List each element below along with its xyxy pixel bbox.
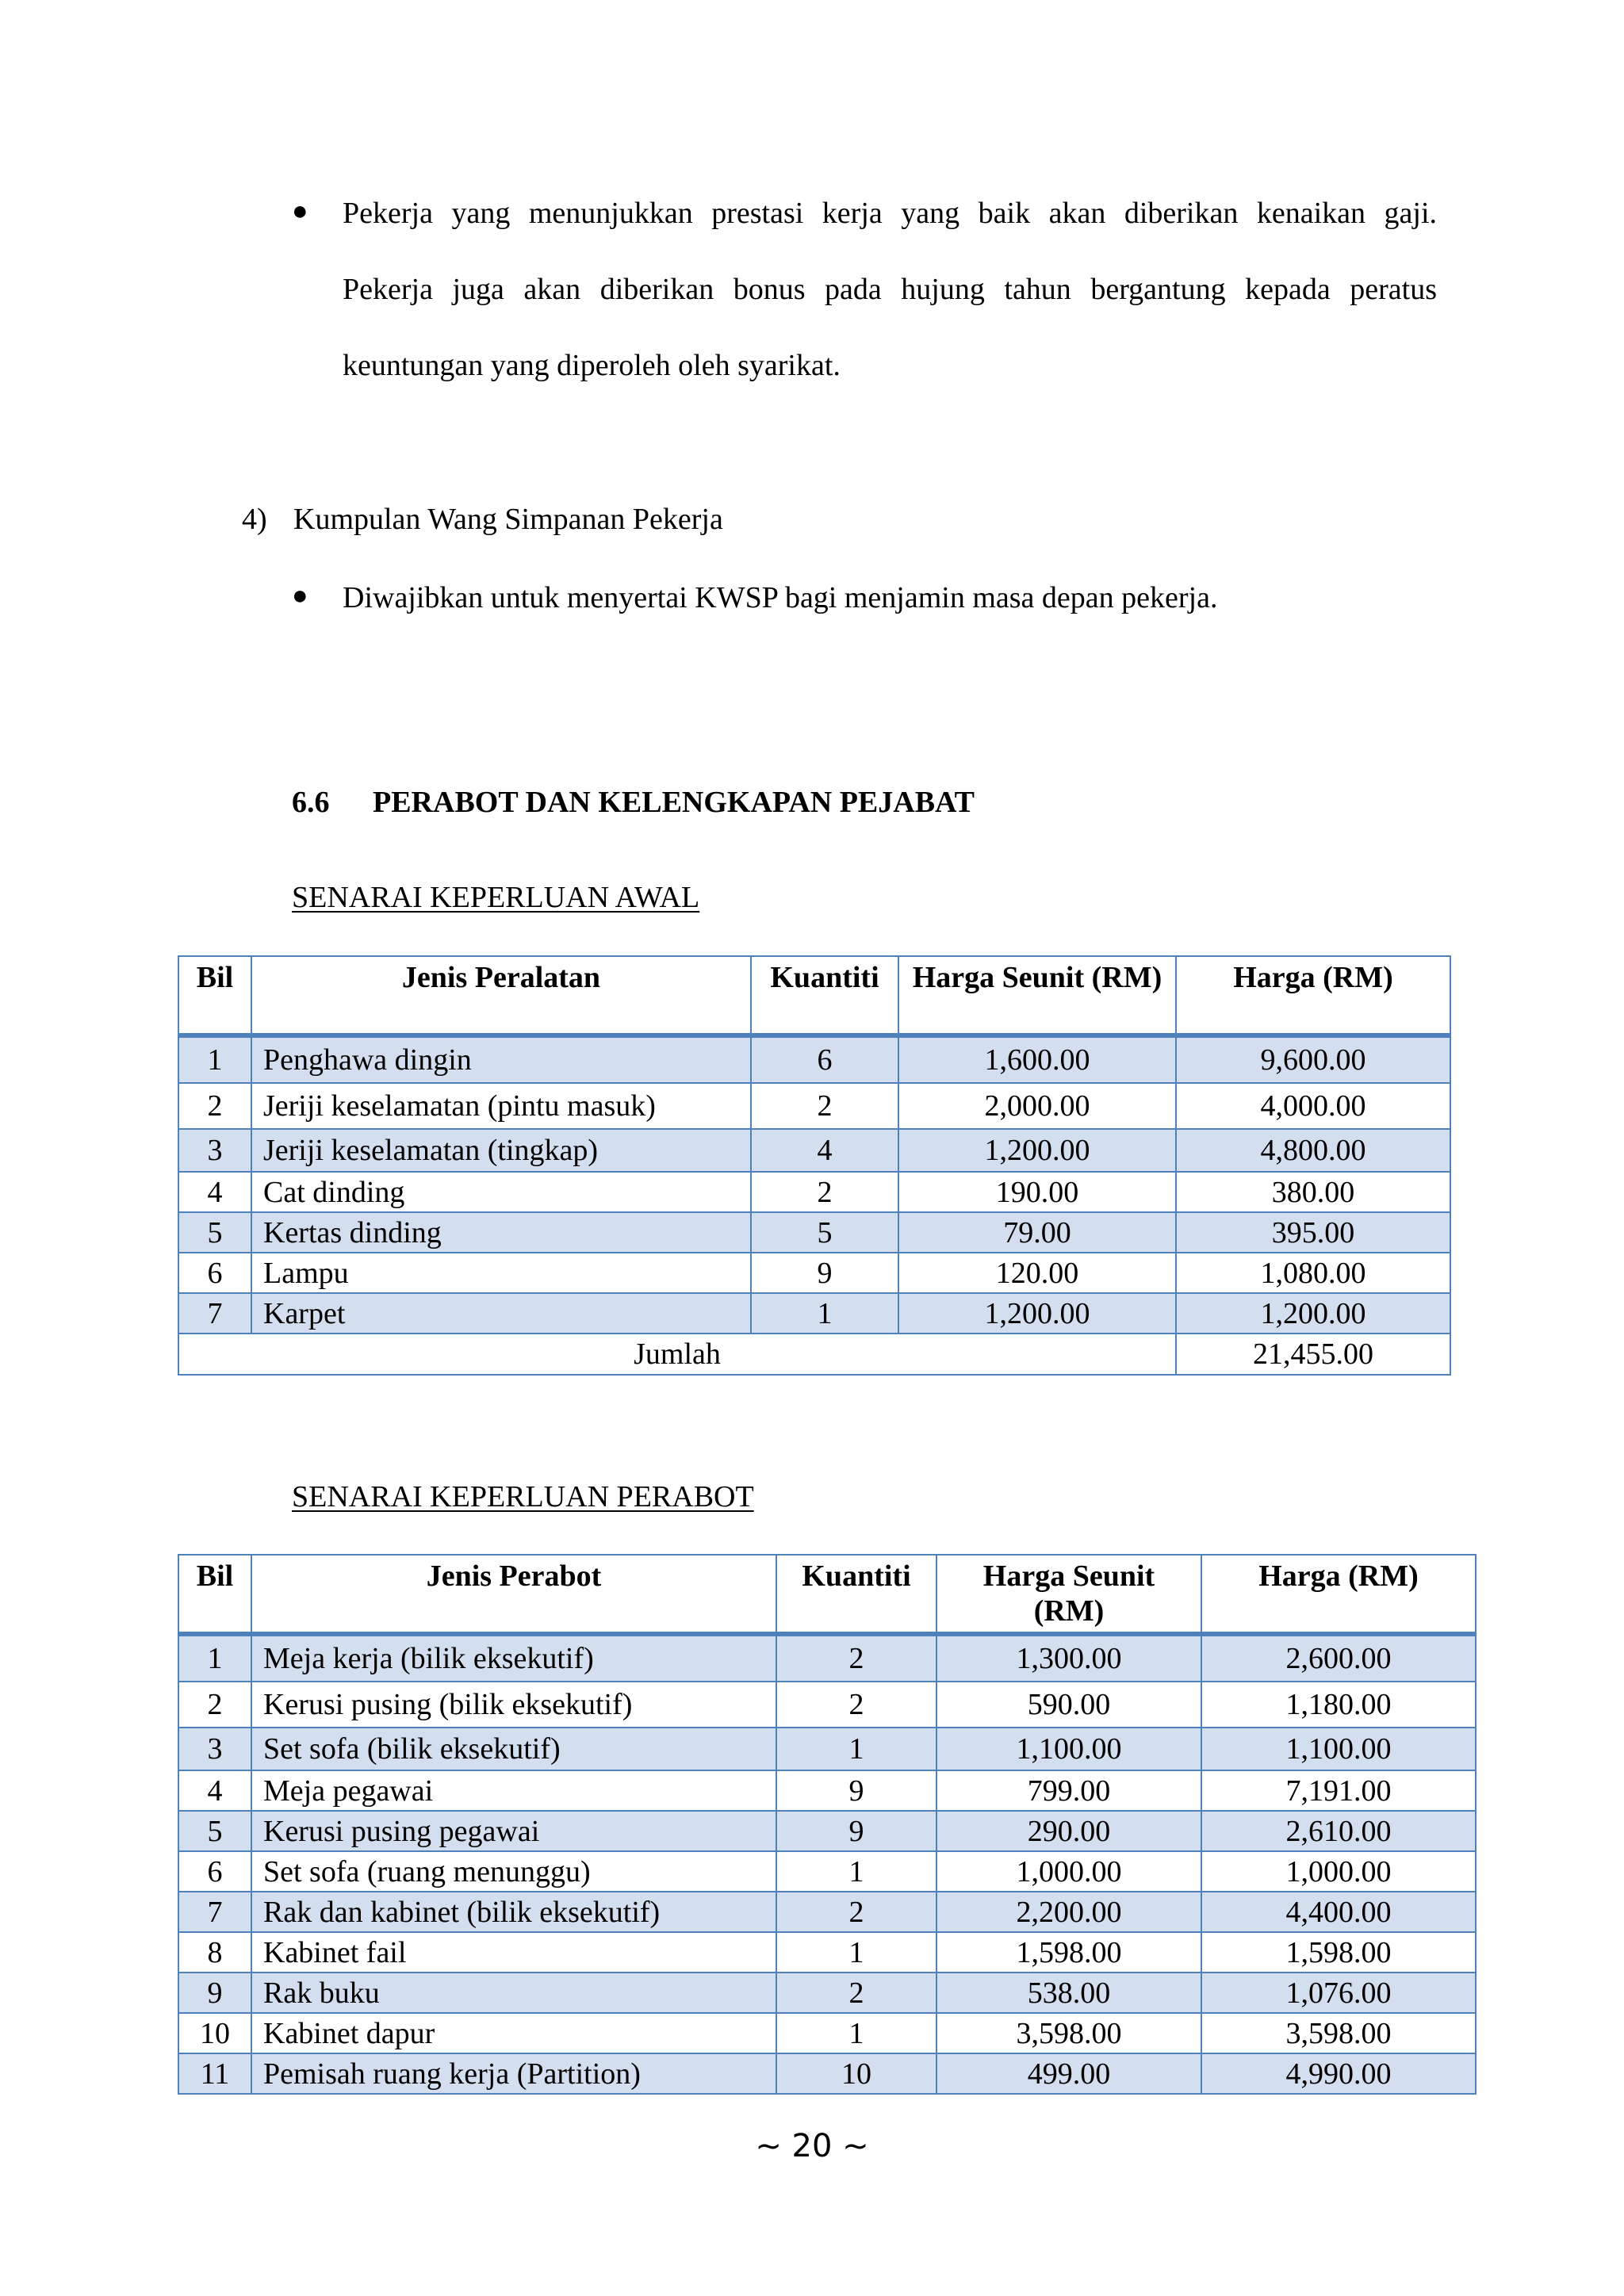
cell-price: 1,080.00 [1176, 1253, 1450, 1293]
cell-qty: 2 [751, 1172, 898, 1212]
header-harga-seunit: Harga Seunit (RM) [936, 1555, 1201, 1634]
table-row [178, 1212, 1450, 1253]
table-row [178, 1172, 1450, 1212]
cell-unit-price: 1,000.00 [936, 1851, 1201, 1892]
cell-qty: 1 [776, 2013, 936, 2053]
cell-item: Kabinet dapur [251, 2013, 776, 2053]
cell-item: Rak buku [251, 1973, 776, 2013]
cell-price: 7,191.00 [1201, 1770, 1476, 1811]
cell-unit-price: 1,200.00 [898, 1293, 1176, 1334]
cell-unit-price: 120.00 [898, 1253, 1176, 1293]
cell-unit-price: 2,000.00 [898, 1083, 1176, 1129]
cell-qty: 1 [751, 1293, 898, 1334]
cell-qty: 5 [751, 1212, 898, 1253]
cell-bil: 11 [178, 2053, 251, 2094]
cell-bil: 1 [178, 1035, 251, 1083]
cell-bil: 2 [178, 1682, 251, 1728]
cell-unit-price: 1,300.00 [936, 1634, 1201, 1682]
cell-bil: 5 [178, 1212, 251, 1253]
cell-qty: 2 [776, 1892, 936, 1932]
table-row [178, 1932, 1476, 1973]
cell-unit-price: 1,100.00 [936, 1728, 1201, 1770]
cell-bil: 3 [178, 1129, 251, 1172]
header-harga: Harga (RM) [1201, 1555, 1476, 1634]
cell-bil: 10 [178, 2013, 251, 2053]
total-value: 21,455.00 [1176, 1334, 1450, 1375]
cell-item: Penghawa dingin [251, 1035, 751, 1083]
section-title: PERABOT DAN KELENGKAPAN PEJABAT [373, 786, 975, 819]
cell-qty: 9 [776, 1811, 936, 1851]
cell-price: 4,800.00 [1176, 1129, 1450, 1172]
page-number: ~ 20 ~ [755, 2128, 869, 2164]
bullet-line-1: Pekerja yang menunjukkan prestasi kerja yang baik akan diberikan kenaikan gaji. [343, 197, 1437, 230]
cell-qty: 4 [751, 1129, 898, 1172]
table-row [178, 2013, 1476, 2053]
table-row [178, 1083, 1450, 1129]
cell-item: Rak dan kabinet (bilik eksekutif) [251, 1892, 776, 1932]
cell-unit-price: 79.00 [898, 1212, 1176, 1253]
table-header-row [178, 956, 1450, 1035]
cell-bil: 7 [178, 1892, 251, 1932]
cell-price: 9,600.00 [1176, 1035, 1450, 1083]
table-row [178, 1035, 1450, 1083]
cell-qty: 10 [776, 2053, 936, 2094]
table1-caption: SENARAI KEPERLUAN AWAL [292, 881, 700, 914]
header-harga: Harga (RM) [1176, 956, 1450, 1035]
table-row [178, 1770, 1476, 1811]
cell-qty: 1 [776, 1728, 936, 1770]
cell-unit-price: 590.00 [936, 1682, 1201, 1728]
cell-price: 4,000.00 [1176, 1083, 1450, 1129]
table-row [178, 1728, 1476, 1770]
list-number-4: 4) [242, 503, 267, 536]
cell-bil: 8 [178, 1932, 251, 1973]
table-total-row [178, 1334, 1450, 1375]
equipment-table [178, 955, 1451, 1376]
cell-price: 1,598.00 [1201, 1932, 1476, 1973]
cell-price: 1,180.00 [1201, 1682, 1476, 1728]
cell-qty: 9 [776, 1770, 936, 1811]
header-kuantiti: Kuantiti [751, 956, 898, 1035]
cell-item: Set sofa (bilik eksekutif) [251, 1728, 776, 1770]
header-bil: Bil [178, 956, 251, 1035]
cell-unit-price: 799.00 [936, 1770, 1201, 1811]
header-kuantiti: Kuantiti [776, 1555, 936, 1634]
cell-unit-price: 2,200.00 [936, 1892, 1201, 1932]
cell-price: 3,598.00 [1201, 2013, 1476, 2053]
cell-price: 1,076.00 [1201, 1973, 1476, 2013]
cell-item: Kabinet fail [251, 1932, 776, 1973]
section-number: 6.6 [292, 786, 330, 819]
cell-price: 1,000.00 [1201, 1851, 1476, 1892]
cell-bil: 4 [178, 1172, 251, 1212]
cell-price: 4,990.00 [1201, 2053, 1476, 2094]
cell-item: Meja pegawai [251, 1770, 776, 1811]
list-item-title: Kumpulan Wang Simpanan Pekerja [293, 503, 723, 536]
cell-qty: 1 [776, 1851, 936, 1892]
cell-bil: 5 [178, 1811, 251, 1851]
cell-unit-price: 1,600.00 [898, 1035, 1176, 1083]
cell-item: Kertas dinding [251, 1212, 751, 1253]
cell-qty: 2 [776, 1682, 936, 1728]
cell-bil: 3 [178, 1728, 251, 1770]
table-row [178, 1129, 1450, 1172]
cell-qty: 9 [751, 1253, 898, 1293]
furniture-table [178, 1554, 1477, 2095]
cell-item: Cat dinding [251, 1172, 751, 1212]
cell-item: Jeriji keselamatan (tingkap) [251, 1129, 751, 1172]
cell-qty: 2 [776, 1634, 936, 1682]
bullet-paragraph [343, 194, 1437, 232]
cell-unit-price: 538.00 [936, 1973, 1201, 2013]
table-row [178, 1973, 1476, 2013]
cell-bil: 7 [178, 1293, 251, 1334]
kwsp-bullet-text: Diwajibkan untuk menyertai KWSP bagi menjamin masa depan pekerja. [343, 581, 1218, 614]
cell-bil: 4 [178, 1770, 251, 1811]
cell-item: Pemisah ruang kerja (Partition) [251, 2053, 776, 2094]
table-row [178, 1293, 1450, 1334]
cell-item: Set sofa (ruang menunggu) [251, 1851, 776, 1892]
table-row [178, 1851, 1476, 1892]
cell-qty: 6 [751, 1035, 898, 1083]
cell-bil: 6 [178, 1253, 251, 1293]
cell-qty: 1 [776, 1932, 936, 1973]
table-row [178, 1682, 1476, 1728]
cell-item: Lampu [251, 1253, 751, 1293]
table-header-row [178, 1555, 1476, 1634]
cell-price: 4,400.00 [1201, 1892, 1476, 1932]
cell-price: 2,600.00 [1201, 1634, 1476, 1682]
cell-item: Kerusi pusing pegawai [251, 1811, 776, 1851]
cell-bil: 1 [178, 1634, 251, 1682]
cell-unit-price: 1,598.00 [936, 1932, 1201, 1973]
cell-item: Meja kerja (bilik eksekutif) [251, 1634, 776, 1682]
cell-bil: 6 [178, 1851, 251, 1892]
bullet-paragraph-cont [343, 270, 1437, 308]
cell-unit-price: 190.00 [898, 1172, 1176, 1212]
cell-price: 395.00 [1176, 1212, 1450, 1253]
cell-bil: 9 [178, 1973, 251, 2013]
cell-price: 2,610.00 [1201, 1811, 1476, 1851]
bullet-dot-icon: ● [292, 581, 308, 610]
cell-price: 380.00 [1176, 1172, 1450, 1212]
cell-qty: 2 [751, 1083, 898, 1129]
table2-caption: SENARAI KEPERLUAN PERABOT [292, 1480, 754, 1513]
table-row [178, 1634, 1476, 1682]
cell-item: Jeriji keselamatan (pintu masuk) [251, 1083, 751, 1129]
header-bil: Bil [178, 1555, 251, 1634]
header-harga-seunit: Harga Seunit (RM) [898, 956, 1176, 1035]
header-jenis: Jenis Perabot [251, 1555, 776, 1634]
cell-unit-price: 290.00 [936, 1811, 1201, 1851]
total-label: Jumlah [178, 1334, 1176, 1375]
cell-price: 1,100.00 [1201, 1728, 1476, 1770]
bullet-line-2: Pekerja juga akan diberikan bonus pada hujung tahun bergantung kepada peratus [343, 273, 1437, 306]
table-row [178, 1892, 1476, 1932]
table-row [178, 2053, 1476, 2094]
cell-bil: 2 [178, 1083, 251, 1129]
cell-qty: 2 [776, 1973, 936, 2013]
cell-item: Karpet [251, 1293, 751, 1334]
header-jenis: Jenis Peralatan [251, 956, 751, 1035]
cell-item: Kerusi pusing (bilik eksekutif) [251, 1682, 776, 1728]
bullet-line-3: keuntungan yang diperoleh oleh syarikat. [343, 349, 841, 382]
table-row [178, 1811, 1476, 1851]
cell-unit-price: 3,598.00 [936, 2013, 1201, 2053]
table-row [178, 1253, 1450, 1293]
cell-unit-price: 499.00 [936, 2053, 1201, 2094]
cell-price: 1,200.00 [1176, 1293, 1450, 1334]
bullet-dot-icon: ● [292, 197, 308, 226]
cell-unit-price: 1,200.00 [898, 1129, 1176, 1172]
